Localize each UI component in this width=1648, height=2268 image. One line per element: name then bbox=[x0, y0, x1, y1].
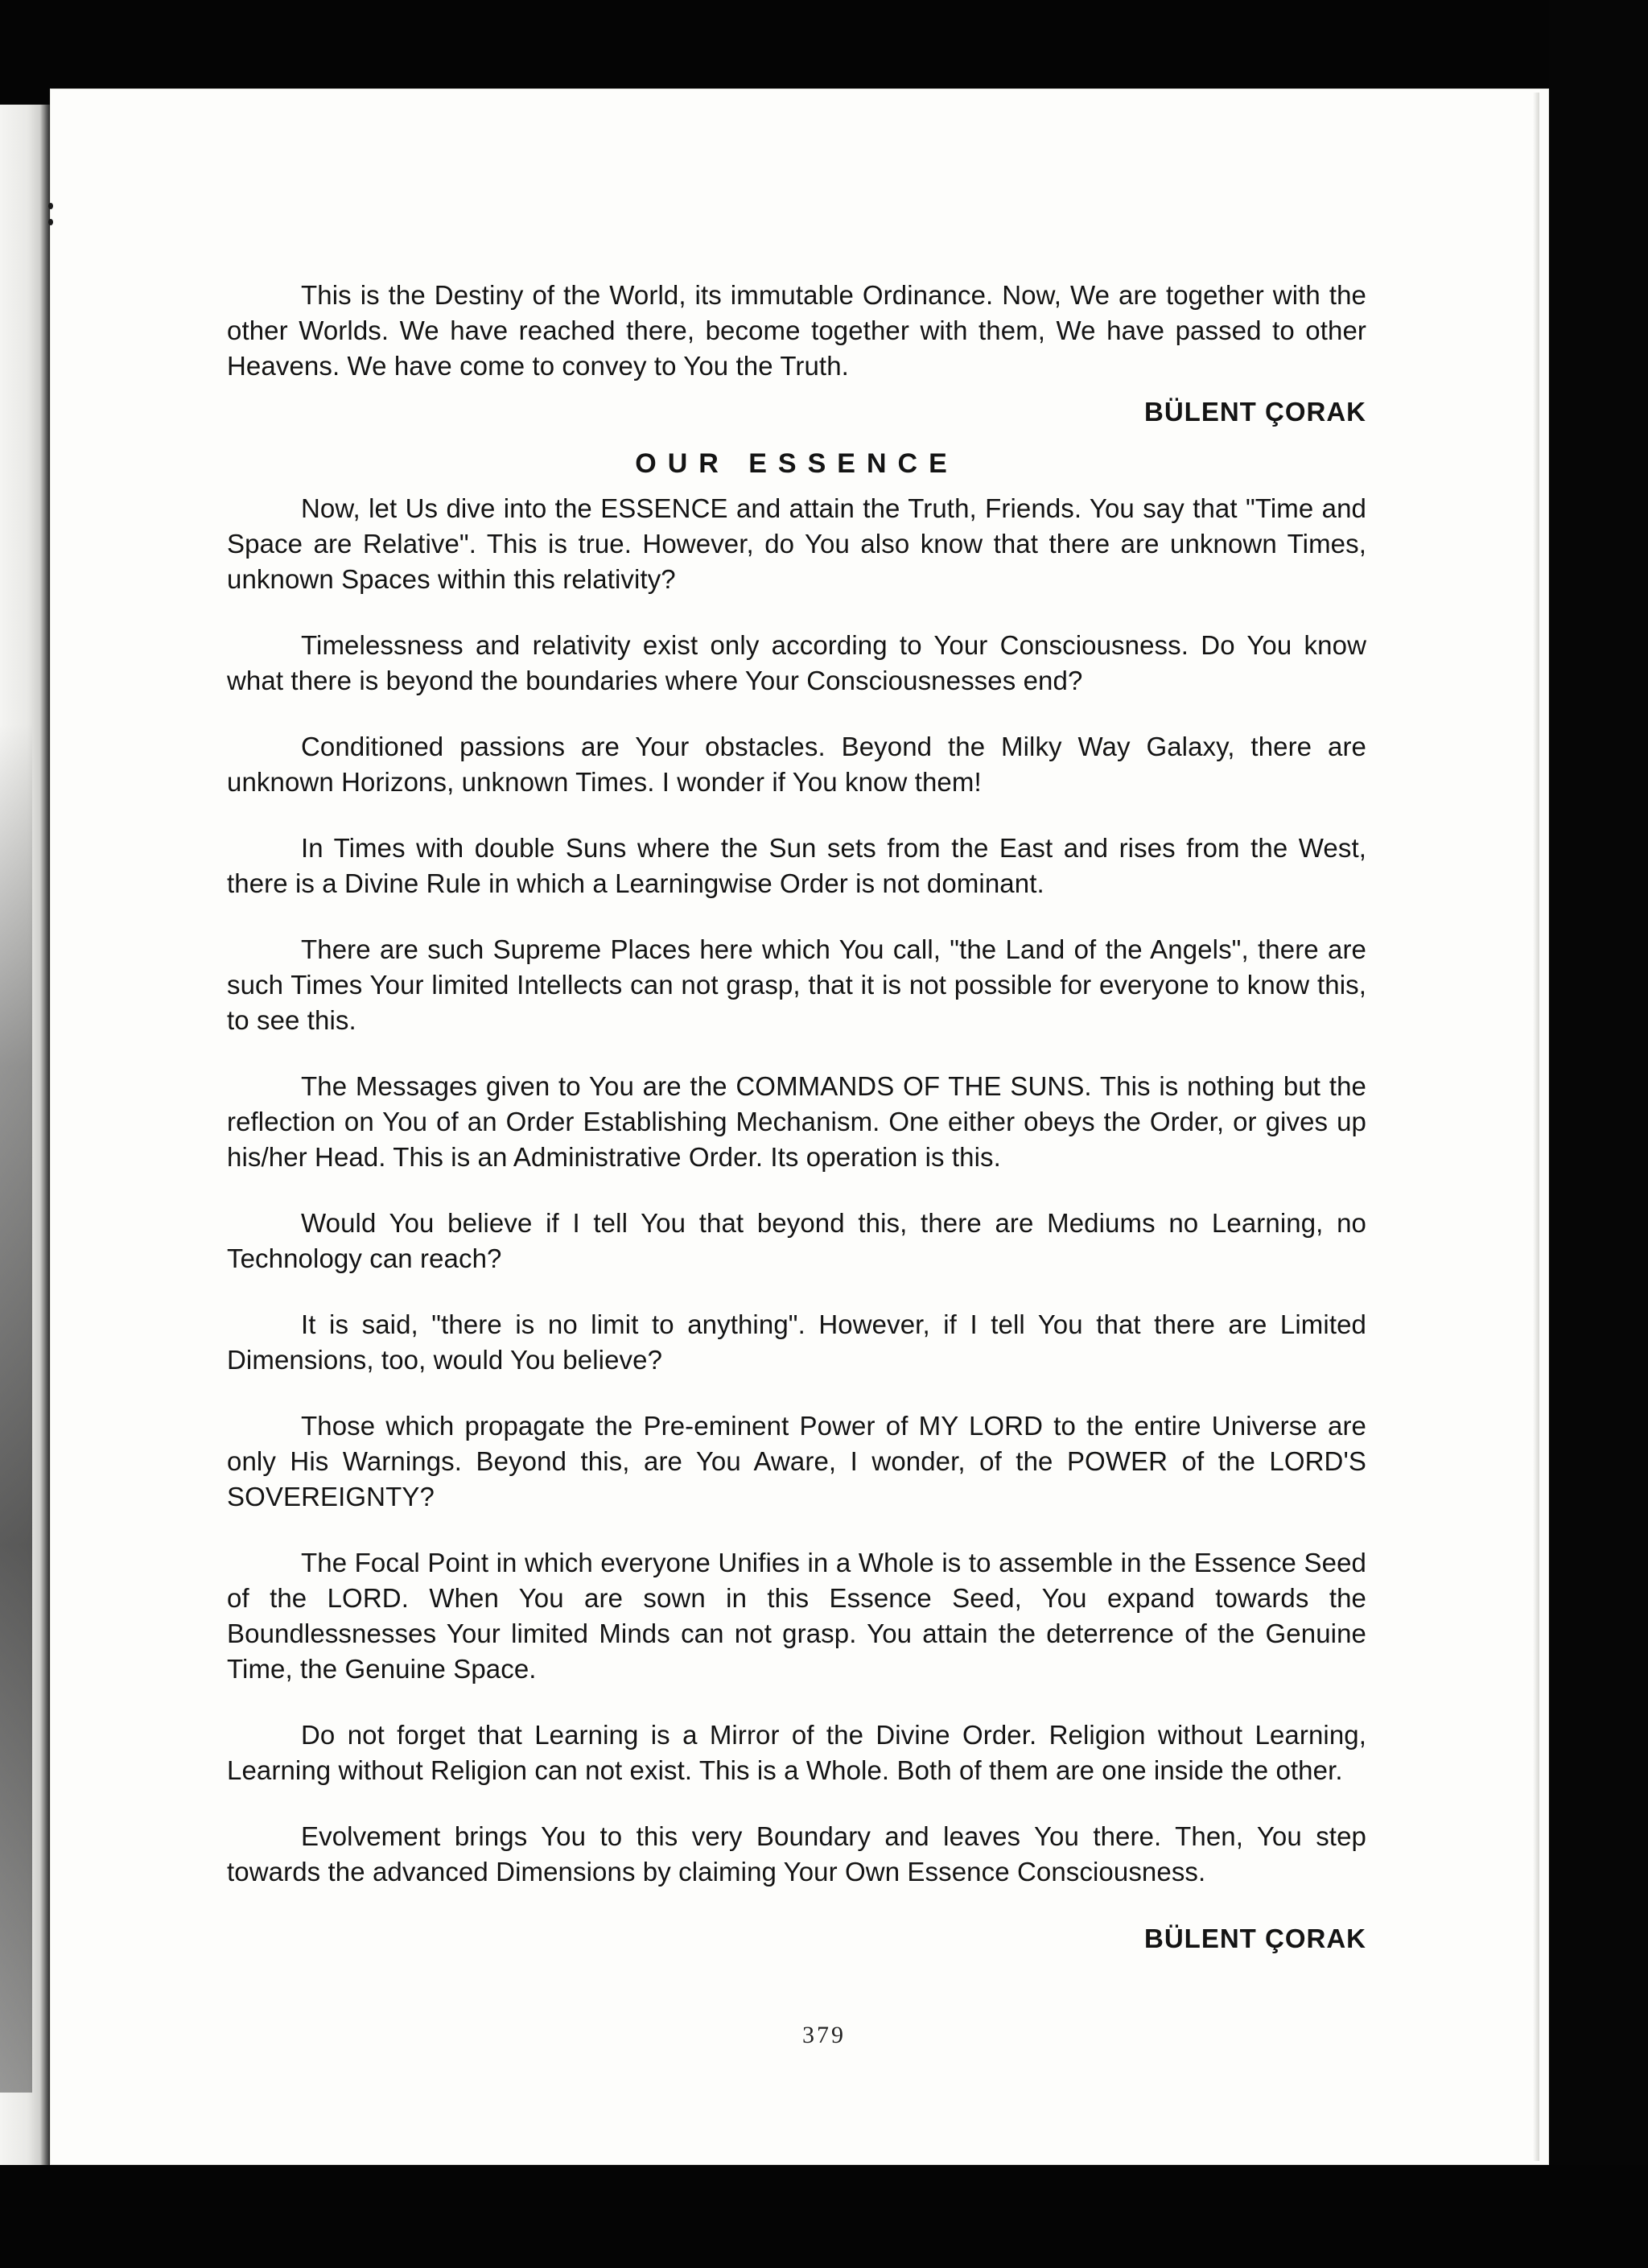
paragraph: There are such Supreme Places here which You call, "the Land of the Angels", there are such Times Your limited Intellects can not grasp, that it is not possible for everyone to know this, to see this. bbox=[227, 934, 1366, 1035]
paragraph: Now, let Us dive into the ESSENCE and attain the Truth, Friends. You say that "Time and Space are Relative". This is true. However, do You also know that there are unknown Times, unknown Spaces within this relativity? bbox=[227, 493, 1366, 594]
scan-shadow-left bbox=[0, 724, 32, 2093]
scan-border-right bbox=[1549, 0, 1648, 2268]
paragraph: Those which propagate the Pre-eminent Power of MY LORD to the entire Universe are only His Warnings. Beyond this, are You Aware, I wonder, of the POWER of the LORD'S SOVEREIGNTY? bbox=[227, 1411, 1366, 1511]
page-number: 379 bbox=[802, 2022, 846, 2048]
page-edge bbox=[1533, 93, 1539, 2161]
scan-speck bbox=[48, 203, 53, 209]
author-signature: BÜLENT ÇORAK bbox=[1144, 397, 1366, 427]
scan-border-bottom bbox=[0, 2165, 1648, 2268]
author-signature: BÜLENT ÇORAK bbox=[1144, 1924, 1366, 1953]
paragraph: The Focal Point in which everyone Unifies in a Whole is to assemble in the Essence Seed of the LORD. When You are sown in this Essence Seed, You expand towards the Boundlessnesses Your limited Minds can not grasp. You attain the deterrence of the Genuine Time, the Genuine Space. bbox=[227, 1548, 1366, 1684]
paragraph: Would You believe if I tell You that beyond this, there are Mediums no Learning, no Technology can reach? bbox=[227, 1208, 1366, 1273]
paragraph: Timelessness and relativity exist only according to Your Consciousness. Do You know what there is beyond the boundaries where Your Consciousnesses end? bbox=[227, 630, 1366, 695]
paragraph: Evolvement brings You to this very Boundary and leaves You there. Then, You step towards the advanced Dimensions by claiming Your Own Essence Consciousness. bbox=[227, 1821, 1366, 1887]
paragraph-intro: This is the Destiny of the World, its immutable Ordinance. Now, We are together with the other Worlds. We have reached there, become together with them, We have passed to other Heavens. We have come to convey to You the Truth. bbox=[227, 280, 1366, 381]
paragraph: In Times with double Suns where the Sun sets from the East and rises from the West, there is a Divine Rule in which a Learningwise Order is not dominant. bbox=[227, 833, 1366, 898]
document-body bbox=[227, 278, 1366, 1954]
paragraph: The Messages given to You are the COMMANDS OF THE SUNS. This is nothing but the reflection on You of an Order Establishing Mechanism. One either obeys the Order, or gives up his/her Head. This is an Administrative Order. Its operation is this. bbox=[227, 1071, 1366, 1172]
section-heading: OUR ESSENCE bbox=[635, 448, 958, 479]
scan-speck bbox=[48, 219, 53, 225]
paragraph: Conditioned passions are Your obstacles. Beyond the Milky Way Galaxy, there are unknown Horizons, unknown Times. I wonder if You know them! bbox=[227, 732, 1366, 797]
paragraph: It is said, "there is no limit to anything". However, if I tell You that there are Limited Dimensions, too, would You believe? bbox=[227, 1309, 1366, 1375]
paragraph: Do not forget that Learning is a Mirror of the Divine Order. Religion without Learning, Learning without Religion can not exist. This is a Whole. Both of them are one inside the other. bbox=[227, 1720, 1366, 1785]
